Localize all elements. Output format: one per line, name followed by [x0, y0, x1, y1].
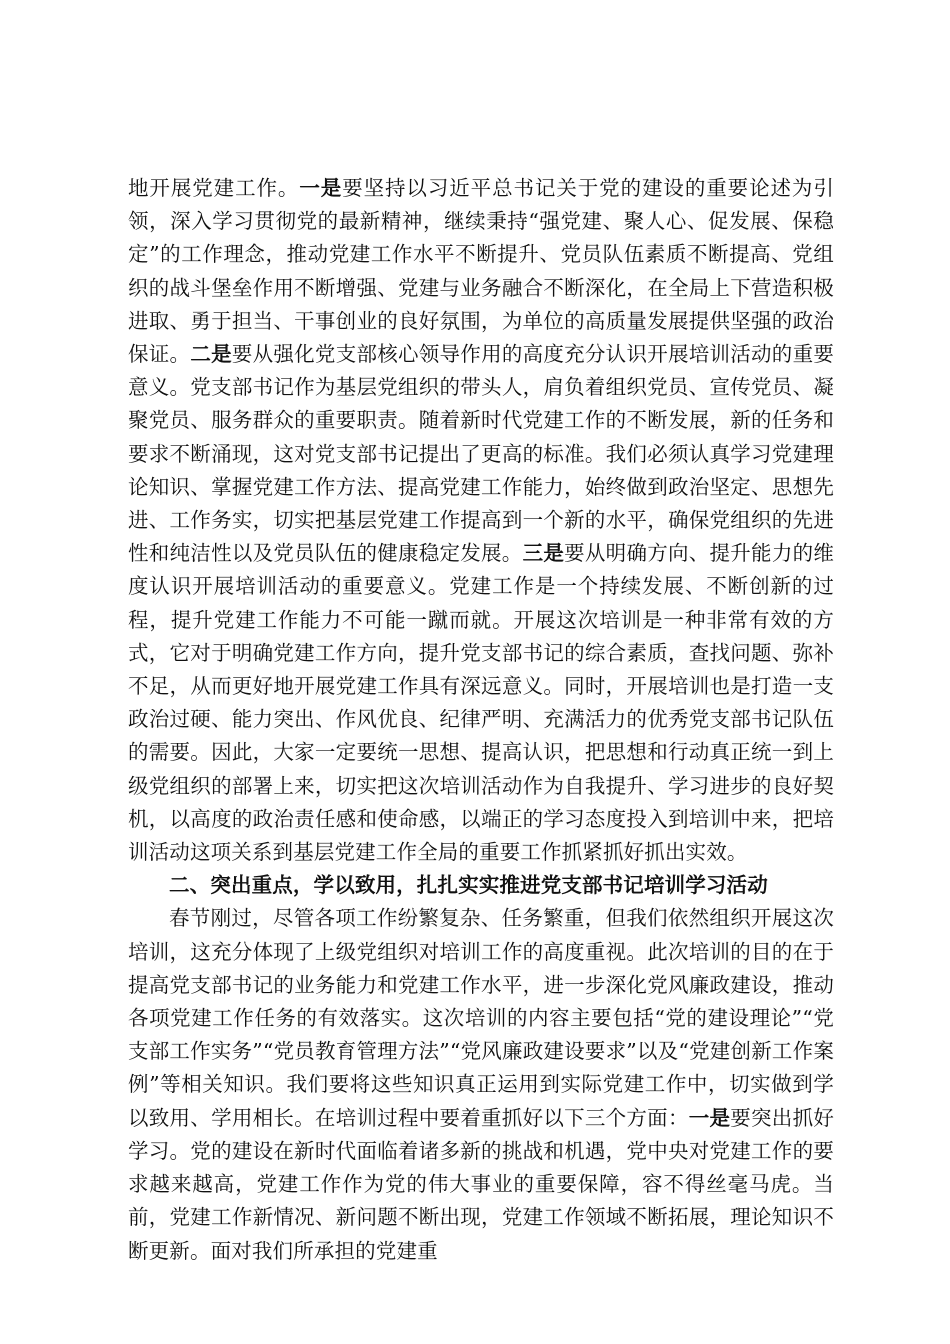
document-page	[128, 172, 834, 1268]
emphasis-ershi: 二是	[190, 342, 232, 367]
paragraph-2	[128, 902, 834, 1267]
text-run: 春节刚过，尽管各项工作纷繁复杂、任务繁重，但我们依然组织开展这次培训，这充分体现了上级党组织对培训工作的高度重视。此次培训的目的在于提高党支部书记的业务能力和党建工作水平，进一步深化党风廉政建设，推动各项党建工作任务的有效落实。这次培训的内容主要包括“党的建设理论”“党支部工作实务”“党员教育管理方法”“党风廉政建设要求”以及“党建创新工作案例”等相关知识。我们要将这些知识真正运用到实际党建工作中，切实做到学以致用、学用相长。在培训过程中要着重抓好以下三个方面：	[128, 906, 834, 1130]
text-run: 地开展党建工作。	[128, 176, 300, 200]
section-heading-2: 二、突出重点，学以致用，扎扎实实推进党支部书记培训学习活动	[169, 873, 768, 898]
emphasis-yishi: 一是	[688, 1105, 731, 1130]
paragraph-1	[128, 172, 834, 869]
text-run: 要从明确方向、提升能力的维度认识开展培训活动的重要意义。党建工作是一个持续发展、不断创新的过程，提升党建工作能力不可能一蹴而就。开展这次培训是一种非常有效的方式，它对于明确党建工作方向，提升党支部书记的综合素质，查找问题、弥补不足，从而更好地开展党建工作具有深远意义。同时，开展培训也是打造一支政治过硬、能力突出、作风优良、纪律严明、充满活力的优秀党支部书记队伍的需要。因此，大家一定要统一思想、提高认识，把思想和行动真正统一到上级党组织的部署上来，切实把这次培训活动作为自我提升、学习进步的良好契机，以高度的政治责任感和使命感，以端正的学习态度投入到培训中来，把培训活动这项关系到基层党建工作全局的重要工作抓紧抓好抓出实效。	[128, 541, 834, 865]
text-run: 要坚持以习近平总书记关于党的建设的重要论述为引领，深入学习贯彻党的最新精神，继续秉持“强党建、聚人心、促发展、保稳定”的工作理念，推动党建工作水平不断提升、党员队伍素质不断提高、党组织的战斗堡垒作用不断增强、党建与业务融合不断深化，在全局上下营造积极进取、勇于担当、干事创业的良好氛围，为单位的高质量发展提供坚强的政治保证。	[128, 176, 835, 367]
emphasis-yishi: 一是	[299, 176, 343, 200]
emphasis-sanshi: 三是	[522, 541, 565, 566]
text-run: 要突出抓好学习。党的建设在新时代面临着诸多新的挑战和机遇，党中央对党建工作的要求越来越高，党建工作作为党的伟大事业的重要保障，容不得丝毫马虎。当前，党建工作新情况、新问题不断出现，党建工作领域不断拓展，理论知识不断更新。面对我们所承担的党建重	[128, 1105, 834, 1263]
text-run: 要从强化党支部核心领导作用的高度充分认识开展培训活动的重要意义。党支部书记作为基层党组织的带头人，肩负着组织党员、宣传党员、凝聚党员、服务群众的重要职责。随着新时代党建工作的不断发展，新的任务和要求不断涌现，这对党支部书记提出了更高的标准。我们必须认真学习党建理论知识、掌握党建工作方法、提高党建工作能力，始终做到政治坚定、思想先进、工作务实，切实把基层党建工作提高到一个新的水平，确保党组织的先进性和纯洁性以及党员队伍的健康稳定发展。	[128, 342, 834, 566]
